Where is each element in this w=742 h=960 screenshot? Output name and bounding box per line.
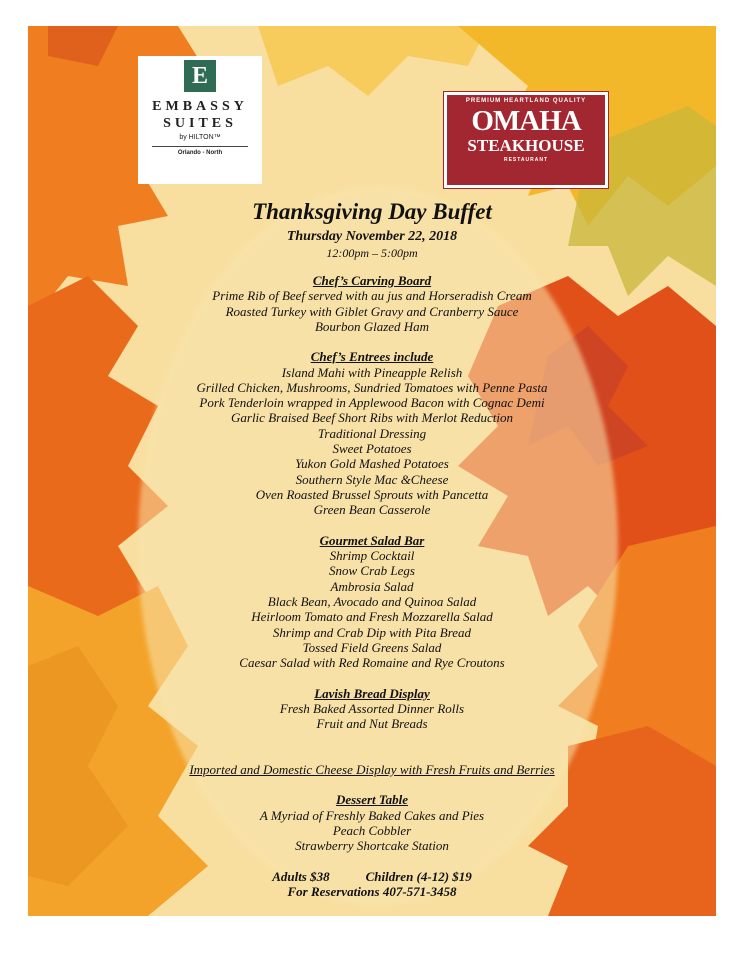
section-heading: Dessert Table	[335, 792, 409, 807]
reservation-phone: For Reservations 407-571-3458	[287, 884, 457, 899]
menu-item: Island Mahi with Pineapple Relish	[281, 365, 463, 380]
event-time: 12:00pm – 5:00pm	[326, 246, 418, 260]
flyer	[28, 26, 716, 916]
menu-item: Traditional Dressing	[317, 426, 427, 441]
menu-item: Strawberry Shortcake Station	[295, 838, 449, 853]
pricing-line	[28, 869, 716, 885]
section-heading: Chef’s Carving Board	[312, 273, 432, 288]
menu-item: Peach Cobbler	[332, 823, 412, 838]
cheese-display: Imported and Domestic Cheese Display with Fresh Fruits and Berries	[189, 762, 555, 777]
menu-item: Sweet Potatoes	[332, 441, 412, 456]
menu-item: Caesar Salad with Red Romaine and Rye Croutons	[239, 655, 505, 670]
logo-divider	[152, 146, 248, 147]
menu-item: Pork Tenderloin wrapped in Applewood Bacon with Cognac Demi	[199, 395, 545, 410]
menu-item: Snow Crab Legs	[329, 563, 415, 578]
omaha-steakhouse-logo	[444, 92, 608, 188]
section-heading: Gourmet Salad Bar	[319, 533, 425, 548]
menu-item: Grilled Chicken, Mushrooms, Sundried Tomatoes with Penne Pasta	[196, 380, 548, 395]
by-hilton-text: by HILTON™	[179, 134, 221, 141]
embassy-e-mark: E	[184, 60, 216, 92]
menu-item: Oven Roasted Brussel Sprouts with Pancetta	[255, 487, 489, 502]
embassy-word: EMBASSY	[152, 99, 248, 114]
omaha-name: OMAHA	[471, 105, 581, 137]
menu-item: Shrimp Cocktail	[329, 548, 415, 563]
menu-item: Shrimp and Crab Dip with Pita Bread	[272, 625, 472, 640]
menu-item: Green Bean Casserole	[313, 502, 431, 517]
section-heading: Chef’s Entrees include	[310, 349, 434, 364]
menu-item: Ambrosia Salad	[330, 579, 414, 594]
menu-item: Fruit and Nut Breads	[316, 716, 428, 731]
menu-item: Prime Rib of Beef served with au jus and Horseradish Cream	[212, 288, 532, 303]
embassy-suites-logo	[138, 56, 262, 184]
child-price: Children (4-12) $19	[365, 869, 472, 884]
menu-item: Black Bean, Avocado and Quinoa Salad	[267, 594, 477, 609]
menu-item: Garlic Braised Beef Short Ribs with Merlot Reduction	[231, 410, 513, 425]
adult-price: Adults $38	[272, 869, 330, 884]
restaurant-label: RESTAURANT	[503, 157, 549, 163]
menu-item: Heirloom Tomato and Fresh Mozzarella Salad	[251, 609, 493, 624]
page-title: Thanksgiving Day Buffet	[252, 199, 492, 224]
section-heading: Lavish Bread Display	[314, 686, 430, 701]
menu-item: Southern Style Mac &Cheese	[295, 472, 449, 487]
menu-item: Roasted Turkey with Giblet Gravy and Cranberry Sauce	[225, 304, 519, 319]
menu-item: Yukon Gold Mashed Potatoes	[295, 456, 449, 471]
location-text: Orlando - North	[177, 150, 223, 156]
steakhouse-name: STEAKHOUSE	[467, 136, 585, 155]
menu-item: Tossed Field Greens Salad	[302, 640, 442, 655]
event-date: Thursday November 22, 2018	[286, 229, 458, 244]
menu-item: Fresh Baked Assorted Dinner Rolls	[279, 701, 465, 716]
omaha-tagline: PREMIUM HEARTLAND QUALITY	[465, 98, 587, 104]
menu-item: A Myriad of Freshly Baked Cakes and Pies	[259, 808, 485, 823]
suites-word: SUITES	[163, 116, 237, 131]
menu-item: Bourbon Glazed Ham	[314, 319, 430, 334]
